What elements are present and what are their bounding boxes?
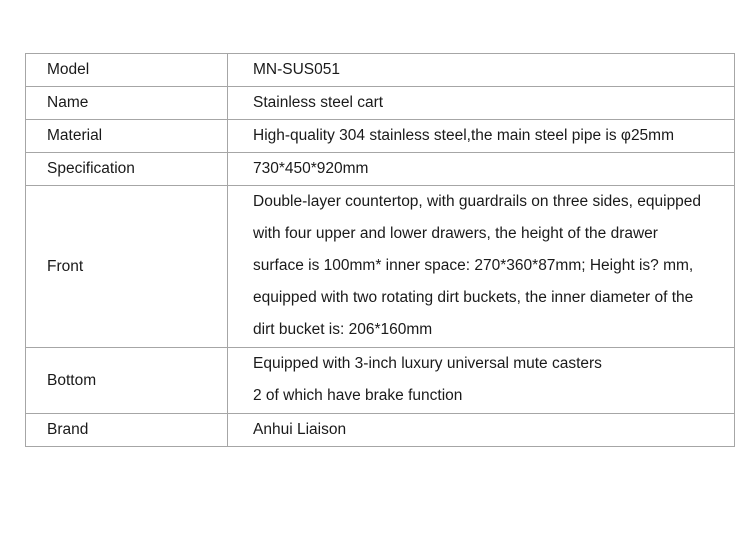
spec-label: Brand <box>26 414 228 447</box>
spec-value <box>228 87 735 120</box>
spec-value-line: equipped with two rotating dirt buckets, the inner diameter of the <box>253 289 694 306</box>
spec-label: Specification <box>26 153 228 186</box>
spec-value <box>228 348 735 414</box>
spec-value <box>228 153 735 186</box>
spec-row-brand <box>26 414 735 447</box>
spec-value <box>228 120 735 153</box>
spec-row-material <box>26 120 735 153</box>
spec-value <box>228 414 735 447</box>
spec-value <box>228 186 735 348</box>
spec-value-line: surface is 100mm* inner space: 270*360*87mm; Height is? mm, <box>253 257 694 274</box>
spec-row-specification <box>26 153 735 186</box>
spec-label: Material <box>26 120 228 153</box>
spec-value-line: High-quality 304 stainless steel,the main steel pipe is φ25mm <box>253 127 675 144</box>
spec-value-line: 730*450*920mm <box>253 160 369 177</box>
spec-row-model <box>26 54 735 87</box>
spec-value-line: Equipped with 3-inch luxury universal mute casters <box>253 355 602 372</box>
product-spec-table <box>25 53 735 447</box>
spec-value-line: Stainless steel cart <box>253 94 384 111</box>
spec-row-front <box>26 186 735 348</box>
spec-row-name <box>26 87 735 120</box>
spec-value-line: dirt bucket is: 206*160mm <box>253 321 433 338</box>
spec-value-line: Anhui Liaison <box>253 421 347 438</box>
spec-value-line: MN-SUS051 <box>253 61 340 78</box>
spec-label: Model <box>26 54 228 87</box>
spec-label: Bottom <box>26 348 228 414</box>
spec-value <box>228 54 735 87</box>
spec-label: Front <box>26 186 228 348</box>
spec-value-line: 2 of which have brake function <box>253 387 463 404</box>
spec-value-line: Double-layer countertop, with guardrails on three sides, equipped <box>253 193 702 210</box>
spec-label: Name <box>26 87 228 120</box>
spec-row-bottom <box>26 348 735 414</box>
spec-value-line: with four upper and lower drawers, the height of the drawer <box>253 225 658 242</box>
